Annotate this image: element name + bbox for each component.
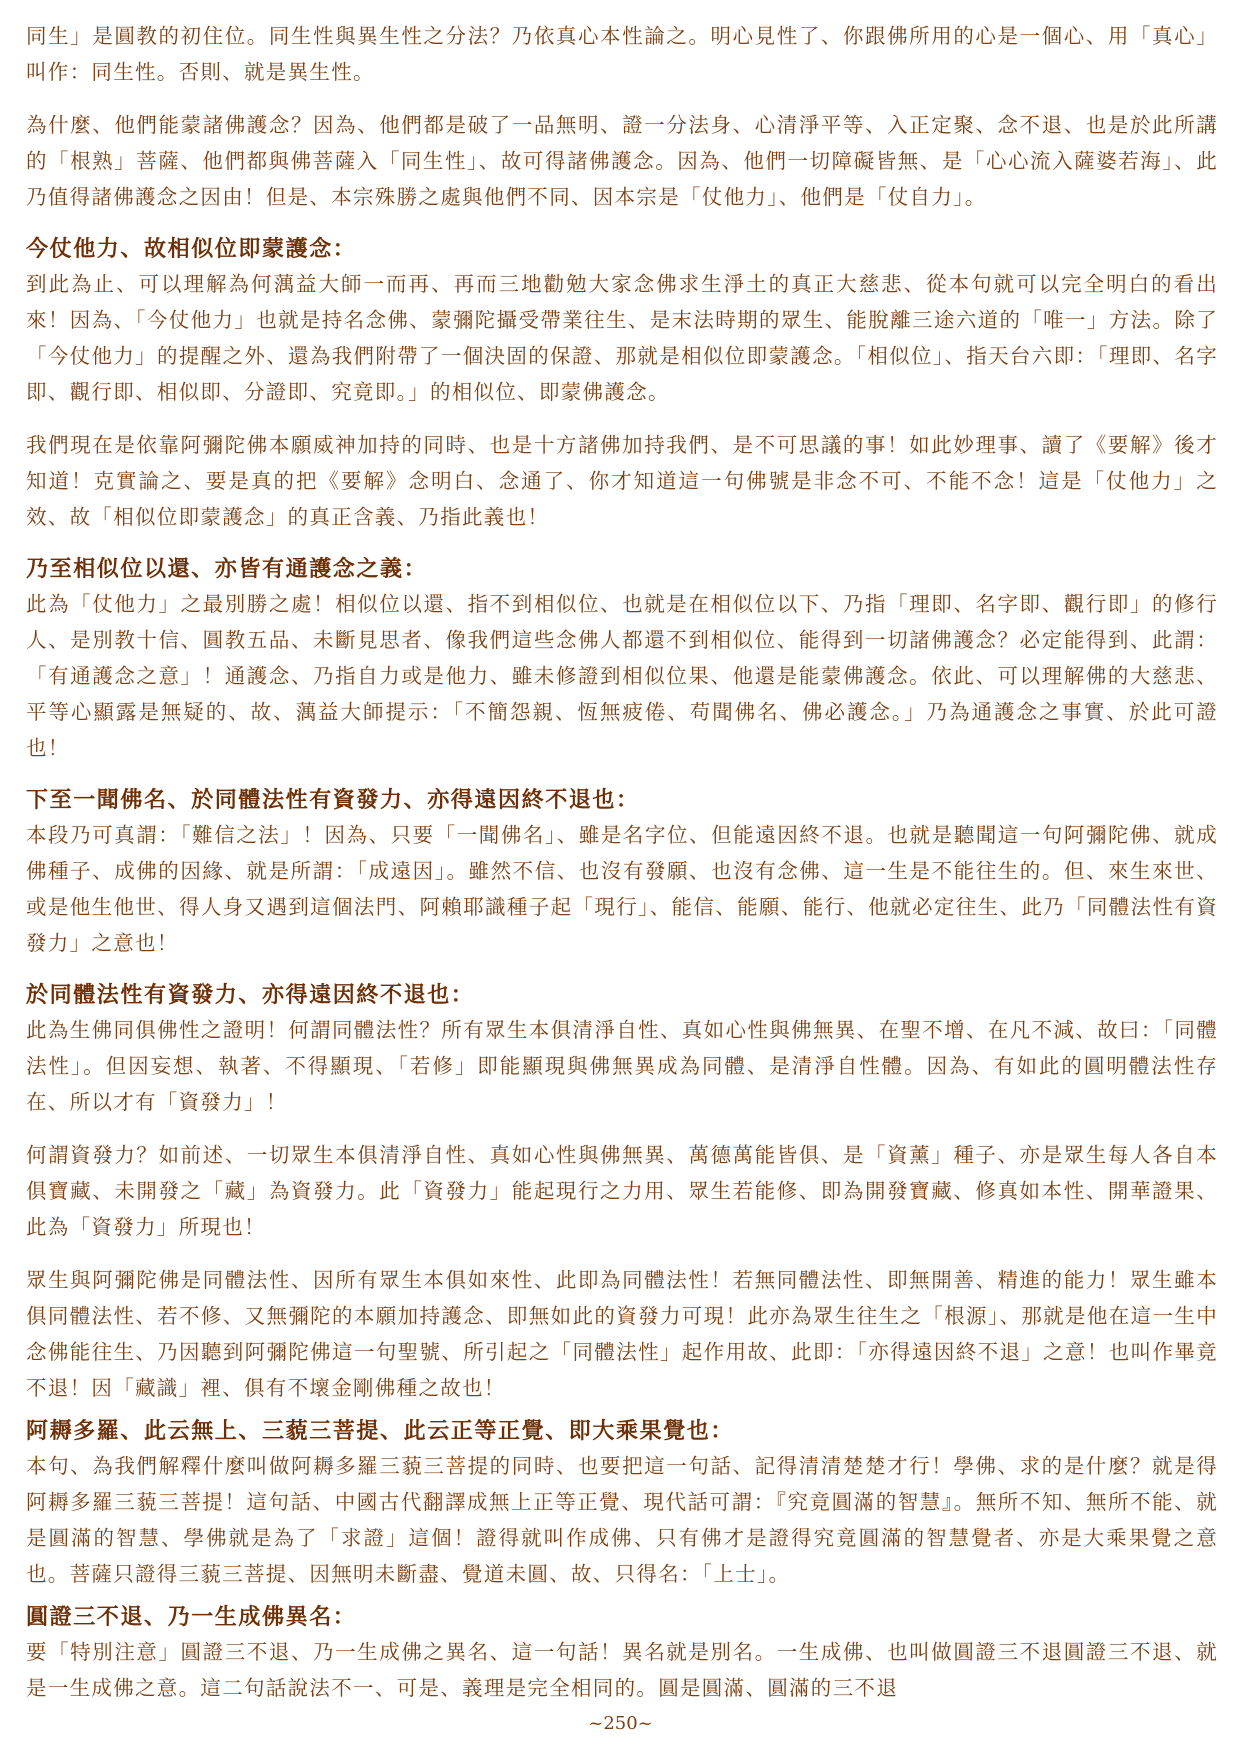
heading-anuttara: 阿耨多羅、此云無上、三藐三菩提、此云正等正覺、即大乘果覺也： [26,1418,735,1444]
heading-same-dharma-nature: 於同體法性有資發力、亦得遠因終不退也： [26,982,475,1008]
paragraph-beings-and-amitabha: 眾生與阿彌陀佛是同體法性、因所有眾生本俱如來性、此即為同體法性！若無同體法性、即無開善、精進的能力！眾生雖本俱同體法性、若不修、又無彌陀的本願加持護念、即無如此的資發力可現！此亦為眾生往生之「根源」、那就是他在這一生中念佛能往生、乃因聽到阿彌陀佛這一句聖號、所引起之「同體法性」起作用故、此即：「亦得遠因終不退」之意！也叫作畢竟不退！因「藏識」裡、俱有不壞金剛佛種之故也！ [26,1268,1218,1400]
paragraph-same-nature: 同生」是圓教的初住位。同生性與異生性之分法？乃依真心本性論之。明心見性了、你跟佛所用的心是一個心、用「真心」叫作：同生性。否則、就是異生性。 [26,24,1218,84]
page-number: ~250~ [588,1713,653,1734]
paragraph-anuttara: 本句、為我們解釋什麼叫做阿耨多羅三藐三菩提的同時、也要把這一句話、記得清清楚楚才行！學佛、求的是什麼？就是得阿耨多羅三藐三菩提！這句話、中國古代翻譯成無上正等正覺、現代話可謂：『究竟圓滿的智慧』。無所不知、無所不能、就是圓滿的智慧、學佛就是為了「求證」這個！證得就叫作成佛、只有佛才是證得究竟圓滿的智慧覺者、亦是大乘果覺之意也。菩薩只證得三藐三菩提、因無明未斷盡、覺道未圓、故、只得名：「上士」。 [26,1454,1218,1586]
paragraph-same-dharma-nature: 此為生佛同俱佛性之證明！何謂同體法性？所有眾生本俱清淨自性、真如心性與佛無異、在聖不增、在凡不減、故曰：「同體法性」。但因妄想、執著、不得顯現、「若修」即能顯現與佛無異成為同體、是清淨自性體。因為、有如此的圓明體法性存在、所以才有「資發力」！ [26,1018,1218,1114]
heading-other-power: 今仗他力、故相似位即蒙護念： [26,236,357,262]
paragraph-other-power-explanation: 到此為止、可以理解為何蕅益大師一而再、再而三地勸勉大家念佛求生淨土的真正大慈悲、從本句就可以完全明白的看出來！因為、「今仗他力」也就是持名念佛、蒙彌陀攝受帶業往生、是末法時期的眾生、能脫離三途六道的「唯一」方法。除了「今仗他力」的提醒之外、還為我們附帶了一個決固的保證、那就是相似位即蒙護念。「相似位」、指天台六即：「理即、名字即、觀行即、相似即、分證即、究竟即。」的相似位、即蒙佛護念。 [26,272,1218,404]
heading-hearing-buddha-name: 下至一聞佛名、於同體法性有資發力、亦得遠因終不退也： [26,787,640,813]
paragraph-buddha-protection: 為什麼、他們能蒙諸佛護念？因為、他們都是破了一品無明、證一分法身、心清淨平等、入正定聚、念不退、也是於此所講的「根熟」菩薩、他們都與佛菩薩入「同生性」、故可得諸佛護念。因為、他們一切障礙皆無、是「心心流入薩婆若海」、此乃值得諸佛護念之因由！但是、本宗殊勝之處與他們不同、因本宗是「仗他力」、他們是「仗自力」。 [26,113,1218,209]
paragraph-amitabha-blessing: 我們現在是依靠阿彌陀佛本願威神加持的同時、也是十方諸佛加持我們、是不可思議的事！如此妙理事、讀了《要解》後才知道！克實論之、要是真的把《要解》念明白、念通了、你才知道這一句佛號是非念不可、不能不念！這是「仗他力」之效、故「相似位即蒙護念」的真正含義、乃指此義也！ [26,433,1218,529]
paragraph-hearing-buddha-name: 本段乃可真謂：「難信之法」！因為、只要「一聞佛名」、雖是名字位、但能遠因終不退。也就是聽聞這一句阿彌陀佛、就成佛種子、成佛的因緣、就是所謂：「成遠因」。雖然不信、也沒有發願、也沒有念佛、這一生是不能往生的。但、來生來世、或是他生他世、得人身又遇到這個法門、阿賴耶識種子起「現行」、能信、能願、能行、他就必定往生、此乃「同體法性有資發力」之意也！ [26,823,1218,955]
document-page [26,18,1218,1723]
paragraph-general-protection: 此為「仗他力」之最別勝之處！相似位以還、指不到相似位、也就是在相似位以下、乃指「理即、名字即、觀行即」的修行人、是別教十信、圓教五品、未斷見思者、像我們這些念佛人都還不到相似位、能得到一切諸佛護念？必定能得到、此謂：「有通護念之意」！通護念、乃指自力或是他力、雖未修證到相似位果、他還是能蒙佛護念。依此、可以理解佛的大慈悲、平等心顯露是無疑的、故、蕅益大師提示：「不簡怨親、恆無疲倦、苟聞佛名、佛必護念。」乃為通護念之事實、於此可證也！ [26,592,1218,760]
paragraph-three-non-retreats: 要「特別注意」圓證三不退、乃一生成佛之異名、這一句話！異名就是別名。一生成佛、也叫做圓證三不退圓證三不退、就是一生成佛之意。這二句話說法不一、可是、義理是完全相同的。圓是圓滿、圓滿的三不退 [26,1640,1218,1700]
heading-three-non-retreats: 圓證三不退、乃一生成佛異名： [26,1604,357,1630]
heading-general-protection: 乃至相似位以還、亦皆有通護念之義： [26,556,428,582]
paragraph-resource-power: 何謂資發力？如前述、一切眾生本俱清淨自性、真如心性與佛無異、萬德萬能皆俱、是「資薰」種子、亦是眾生每人各自本俱寶藏、未開發之「藏」為資發力。此「資發力」能起現行之力用、眾生若能修、即為開發寶藏、修真如本性、開華證果、此為「資發力」所現也！ [26,1143,1218,1239]
